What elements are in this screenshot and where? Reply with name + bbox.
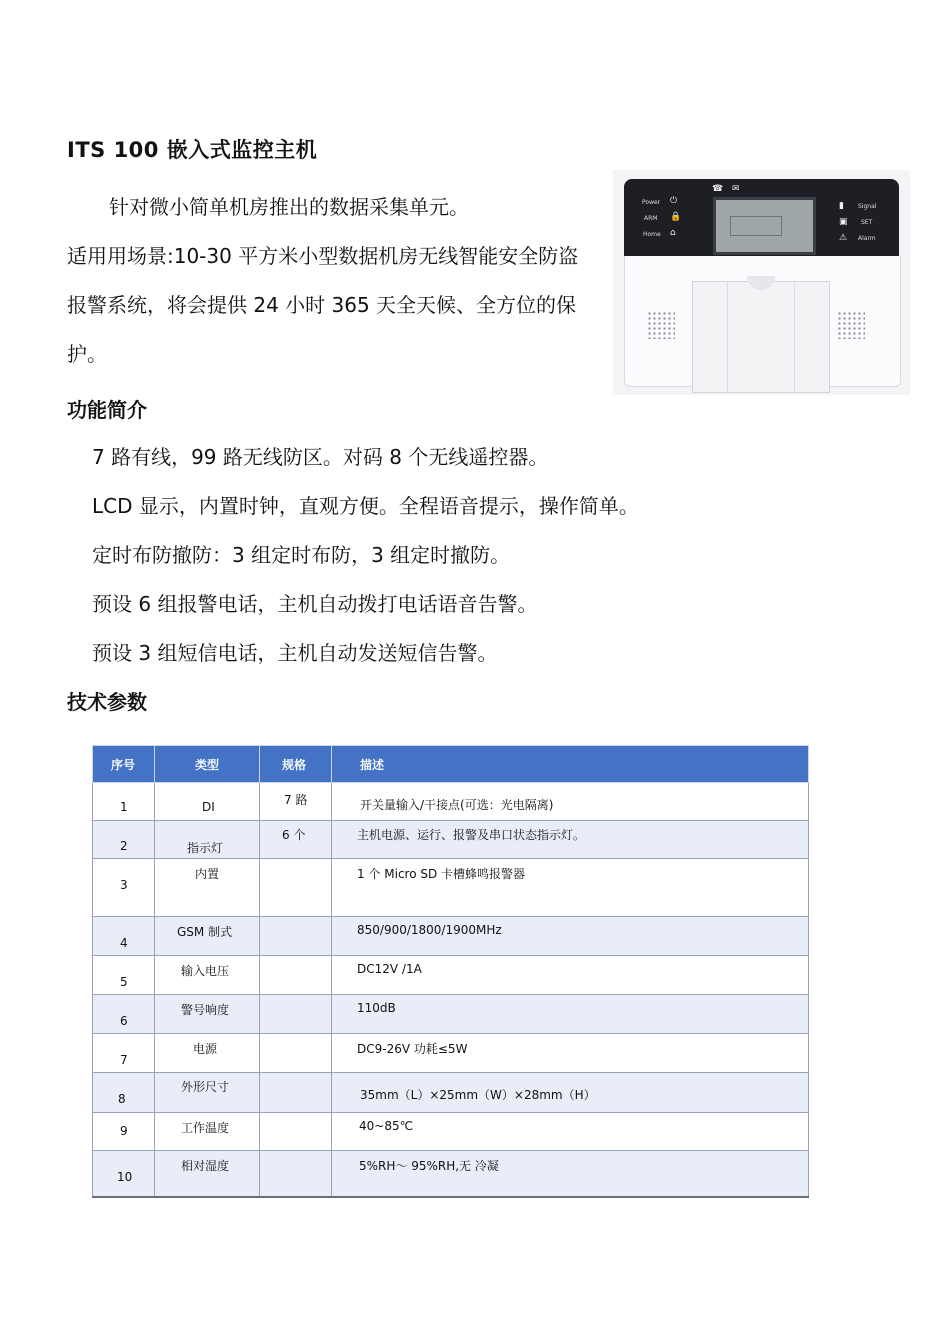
table-row (93, 1151, 809, 1197)
feature-item: 预设 3 组短信电话，主机自动发送短信告警。 (92, 641, 498, 665)
lock-icon: 🔒 (670, 212, 682, 222)
product-image (613, 170, 910, 395)
intro-line: 报警系统，将会提供 24 小时 365 天全天候、全方位的保 (67, 293, 577, 317)
cell-desc: 5%RH～ 95%RH,无 冷凝 (359, 1159, 499, 1173)
cell-desc: 开关量输入/干接点(可选：光电隔离) (360, 798, 554, 812)
specs-heading: 技术参数 (67, 690, 147, 714)
cell-no: 1 (120, 800, 128, 814)
speaker-grill-left (647, 311, 675, 339)
cell-type: 电源 (193, 1042, 218, 1056)
cell-desc: DC12V /1A (357, 962, 422, 976)
cell-no: 8 (118, 1092, 126, 1106)
speaker-grill-right (837, 311, 865, 339)
device-label-signal: Signal (858, 203, 877, 210)
table-row (93, 783, 809, 821)
cell-no: 7 (120, 1053, 128, 1067)
table-row (93, 1073, 809, 1113)
device-body (624, 256, 901, 387)
cell-no: 10 (117, 1170, 133, 1184)
cell-desc: DC9-26V 功耗≤5W (357, 1042, 468, 1056)
settings-icon: ▣ (839, 217, 848, 227)
phone-icon: ☎ (712, 184, 724, 194)
signal-icon: ▮ (839, 201, 844, 211)
cell-type: GSM 制式 (177, 925, 233, 939)
column-header-spec: 规格 (260, 746, 332, 783)
intro-paragraph (67, 183, 612, 379)
cell-no: 5 (120, 975, 128, 989)
cell-desc: 40~85℃ (359, 1119, 414, 1133)
intro-line: 针对微小简单机房推出的数据采集单元。 (109, 195, 469, 219)
cell-spec: 6 个 (282, 828, 306, 842)
cell-type: 相对湿度 (181, 1159, 230, 1173)
table-row (93, 995, 809, 1034)
device-label-arm: ARM (644, 215, 658, 222)
message-icon: ✉ (732, 184, 740, 194)
table-row (93, 917, 809, 956)
cell-no: 6 (120, 1014, 128, 1028)
power-icon: ⏻ (670, 196, 678, 206)
table-row (93, 956, 809, 995)
feature-item: LCD 显示，内置时钟，直观方便。全程语音提示，操作简单。 (92, 494, 639, 518)
cell-type: 外形尺寸 (181, 1080, 230, 1094)
column-header-type: 类型 (155, 746, 260, 783)
page-title: ITS 100 嵌入式监控主机 (67, 138, 318, 162)
cell-desc: 主机电源、运行、报警及串口状态指示灯。 (357, 828, 586, 842)
specs-table (92, 745, 809, 1198)
device-label-set: SET (861, 219, 873, 226)
cell-no: 3 (120, 878, 128, 892)
table-header-row (93, 746, 809, 783)
column-header-desc: 描述 (332, 746, 809, 783)
cell-type: 内置 (195, 867, 220, 881)
cell-type: 输入电压 (181, 964, 230, 978)
device-label-alarm: Alarm (858, 235, 876, 242)
features-heading: 功能简介 (67, 398, 147, 422)
column-header-no: 序号 (93, 746, 155, 783)
intro-line: 护。 (67, 342, 107, 366)
cell-type: 工作温度 (181, 1121, 230, 1135)
feature-item: 定时布防撤防：3 组定时布防，3 组定时撤防。 (92, 543, 511, 567)
cell-desc: 1 个 Micro SD 卡槽蜂鸣报警器 (357, 867, 526, 881)
cell-type: 指示灯 (187, 841, 224, 855)
cell-spec: 7 路 (284, 793, 308, 807)
feature-item: 预设 6 组报警电话，主机自动拨打电话语音告警。 (92, 592, 538, 616)
table-row (93, 1113, 809, 1151)
device-label-home: Home (643, 231, 661, 238)
cell-no: 9 (120, 1124, 128, 1138)
cell-desc: 110dB (357, 1001, 396, 1015)
table-row (93, 821, 809, 859)
home-icon: ⌂ (670, 228, 676, 238)
device-label-power: Power (642, 199, 661, 206)
cell-type: DI (202, 800, 215, 814)
table-row (93, 1034, 809, 1073)
cell-no: 2 (120, 839, 128, 853)
device-control-panel (624, 179, 899, 259)
cell-desc: 35mm（L）×25mm（W）×28mm（H） (360, 1088, 596, 1102)
alarm-icon: ⚠ (839, 233, 848, 243)
device-cover-flap (692, 281, 830, 393)
cell-desc: 850/900/1800/1900MHz (357, 923, 502, 937)
feature-item: 7 路有线，99 路无线防区。对码 8 个无线遥控器。 (92, 445, 549, 469)
table-row (93, 859, 809, 917)
intro-line: 适用用场景:10-30 平方米小型数据机房无线智能安全防盗 (67, 244, 579, 268)
lcd-screen (713, 197, 816, 255)
cell-no: 4 (120, 936, 128, 950)
cell-type: 警号响度 (181, 1003, 230, 1017)
